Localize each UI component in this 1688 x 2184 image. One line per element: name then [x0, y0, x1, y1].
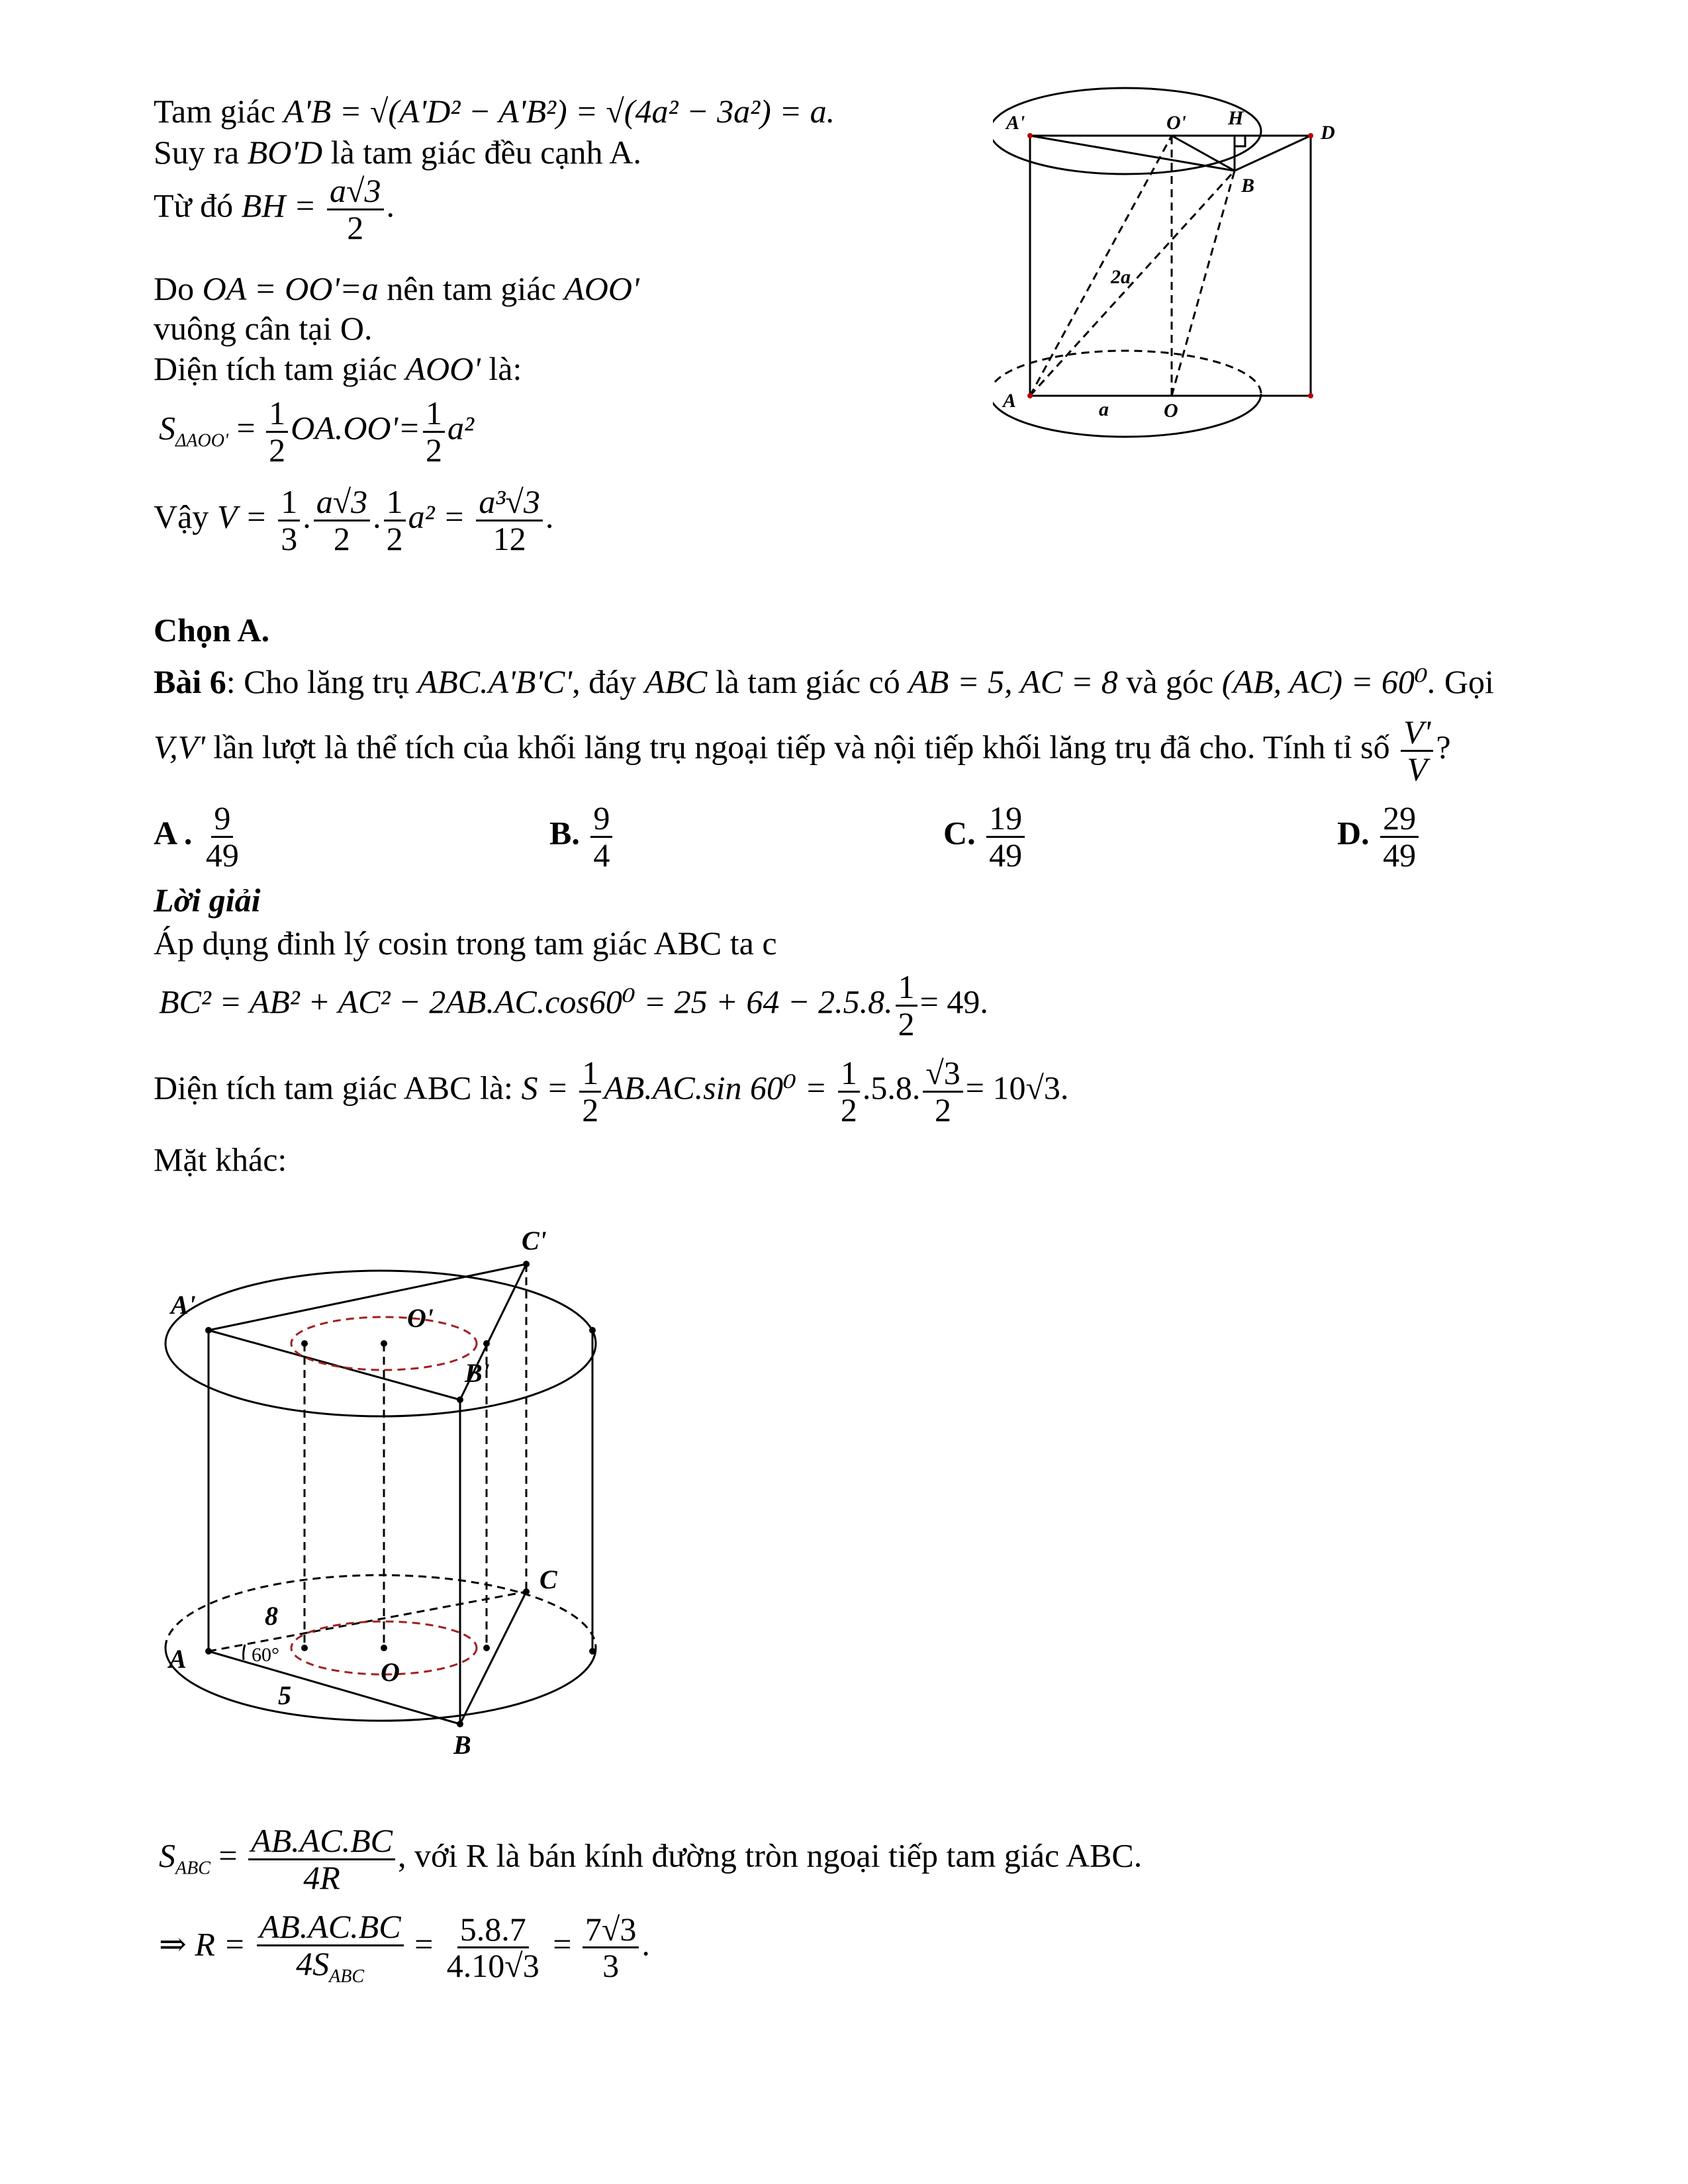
fig1-label-2a: 2a [1111, 266, 1131, 288]
la-label: là: [489, 350, 522, 387]
sabc-num: AB.AC.BC [248, 1823, 395, 1860]
r-end: . [641, 1925, 650, 1963]
bai6-text1c: là tam giác có [715, 663, 900, 700]
ratio-den: V [1407, 750, 1427, 788]
v-result [476, 484, 542, 556]
line-suy-ra [154, 132, 641, 172]
half-num-2: 1 [423, 396, 445, 433]
option-b[interactable] [549, 801, 615, 872]
tri-label: Tam giác [154, 93, 275, 130]
bai6-angle: (AB, AC) = 60⁰. [1221, 663, 1436, 700]
aoo-symbol: AOO' [564, 270, 639, 307]
r-frac-3 [583, 1912, 639, 1983]
v-f3-num: 1 [384, 484, 406, 522]
line-do [154, 269, 639, 308]
r-f3-den: 3 [602, 1947, 620, 1985]
fig2-label-A1: A' [171, 1290, 196, 1320]
area-frac-1 [579, 1056, 601, 1127]
half-den-2: 2 [425, 431, 442, 469]
fig2-label-B: B [453, 1730, 471, 1760]
area-end: = 10√3. [965, 1069, 1069, 1107]
bai6-prism: ABC.A'B'C' [417, 663, 573, 700]
r-f3-num: 7√3 [583, 1912, 639, 1949]
r-f1-den-main: 4S [296, 1944, 330, 1982]
option-a[interactable] [154, 801, 244, 872]
fig2-label-8: 8 [265, 1601, 278, 1631]
fig1-right-angle [1235, 136, 1245, 146]
fig2-label-A: A [169, 1644, 187, 1674]
bai6-cond: AB = 5, AC = 8 [908, 663, 1118, 700]
r-eq: = [414, 1925, 434, 1963]
line-tam-giac [154, 91, 835, 131]
solution-sabc [159, 1823, 1142, 1895]
sabc-lhs: S [159, 1837, 175, 1874]
area-f3-num: √3 [923, 1056, 962, 1093]
fig2-label-O: O [381, 1657, 400, 1687]
r-lhs: ⇒ R = [159, 1925, 246, 1963]
area-mid2: .5.8. [862, 1069, 921, 1107]
fig2-label-60: 60° [252, 1644, 279, 1666]
fig2-A1C1 [209, 1264, 526, 1330]
fig1-bottom-front [993, 394, 1261, 437]
area-frac-3 [923, 1056, 962, 1127]
aoo-symbol-2: AOO' [405, 350, 481, 387]
line-vuong-can [154, 308, 372, 348]
solution-r [159, 1909, 650, 1986]
s-mid: OA.OO'= [291, 409, 420, 447]
v-res-num: a³√3 [476, 484, 542, 522]
half-num-1: 1 [266, 396, 288, 433]
bai6-abc: ABC [644, 663, 708, 700]
r-frac-1 [257, 1909, 404, 1986]
option-c-num: 19 [986, 801, 1025, 838]
bai6-text1d: và góc [1126, 663, 1214, 700]
option-c-frac [986, 801, 1025, 872]
bh-den: 2 [347, 208, 364, 246]
r-f2-num: 5.8.7 [457, 1912, 529, 1949]
area-f2-den: 2 [840, 1091, 857, 1128]
solution-line1: Áp dụng đinh lý cosin trong tam giác ABC ta c [154, 925, 777, 962]
fig2-AB [209, 1651, 460, 1724]
mat-khac: Mặt khác: [154, 1141, 287, 1178]
v-f2-num: a√3 [314, 484, 370, 522]
area-frac-2 [838, 1056, 860, 1127]
bh-lhs: BH = [241, 187, 316, 224]
option-a-den: 49 [205, 836, 239, 874]
r-frac-2 [444, 1912, 542, 1983]
s-lhs: S [159, 409, 175, 447]
line-vay: Vậy V = $\frac{1}{3}$ . $\frac{a√3}{2}$ . $\frac{1}{2}$ a² = $\frac{\text{a³√3}}{12}$ . [154, 483, 554, 557]
option-b-num: 9 [590, 801, 612, 838]
fig1-label-A: A [1003, 390, 1017, 412]
area-mid: AB.AC.sin 60⁰ = [604, 1069, 827, 1107]
area-f3-den: 2 [935, 1091, 952, 1128]
bc-f-den: 2 [898, 1005, 915, 1042]
sabc-frac [248, 1823, 395, 1895]
bc-end: = 49. [919, 983, 988, 1021]
line-tu-do: Từ đó BH = $\frac{a√3}{2}$ . [154, 172, 395, 246]
fig1-label-O: O [1164, 400, 1178, 422]
bod-symbol: BO'D [247, 134, 323, 171]
bh-fraction [327, 173, 383, 245]
option-d-label: D. [1337, 814, 1370, 852]
suy-ra-label: Suy ra [154, 134, 240, 171]
option-d-frac [1380, 801, 1419, 872]
bh-num: a√3 [327, 173, 383, 210]
option-a-num: 9 [211, 801, 233, 838]
bc-f-num: 1 [896, 970, 917, 1007]
area-label: Diện tích tam giác ABC là: [154, 1069, 513, 1107]
bai6-vv: V,V' [154, 728, 205, 766]
v-frac-1 [278, 484, 300, 556]
sabc-den: 4R [303, 1858, 340, 1896]
v-f1-num: 1 [278, 484, 300, 522]
figure-cylinder-1 [993, 79, 1364, 450]
bc-lhs: BC² = AB² + AC² − 2AB.AC.cos60⁰ = 25 + 64 − 2.5.8. [159, 983, 893, 1021]
bai6-text1e: Gọi [1444, 663, 1494, 700]
line-dien-tich [154, 349, 522, 388]
area-f1-num: 1 [579, 1056, 601, 1093]
v-frac-2 [314, 484, 370, 556]
option-a-label: A . [154, 814, 193, 852]
do-rest: nên tam giác [387, 270, 556, 307]
sabc-text: , với R là bán kính đường tròn ngoại tiếp tam giác ABC. [397, 1837, 1143, 1874]
fig2-angle-arc [244, 1645, 245, 1660]
fig1-label-O1: O' [1166, 112, 1186, 134]
r-f1-den-sub: ABC [329, 1966, 365, 1987]
bai6-text1b: , đáy [572, 663, 637, 700]
fig1-A-O1 [1030, 136, 1172, 396]
figure-cylinder-2 [159, 1218, 635, 1760]
fig1-label-A1: A' [1006, 112, 1025, 134]
v-f2-den: 2 [333, 520, 350, 557]
area-f2-num: 1 [838, 1056, 860, 1093]
suy-ra-rest: là tam giác đều cạnh A. [330, 134, 641, 171]
sabc-sub: ABC [175, 1858, 211, 1879]
ratio-num: V' [1401, 715, 1433, 752]
fig2-bottom-back [165, 1575, 596, 1648]
fig2-label-B1: B' [465, 1358, 490, 1388]
v-frac-3 [384, 484, 406, 556]
option-a-frac [203, 801, 242, 872]
bai6-title: Bài 6 [154, 663, 226, 700]
s-half-1 [266, 396, 288, 467]
fig2-label-C1: C' [522, 1226, 547, 1255]
option-c-label: C. [943, 814, 976, 852]
solution-area [154, 1056, 1068, 1127]
r-f1-num: AB.AC.BC [257, 1909, 404, 1946]
v-lhs: V = [216, 498, 267, 535]
dien-tich-label: Diện tích tam giác [154, 350, 397, 387]
s-half-2 [423, 396, 445, 467]
fig1-top-ellipse [993, 88, 1261, 174]
s-end: a² [447, 409, 474, 447]
bai6-text1a: : Cho lăng trụ [226, 663, 410, 700]
r-f1-den [293, 1946, 367, 1986]
option-d-num: 29 [1380, 801, 1419, 838]
option-d[interactable] [1337, 801, 1421, 872]
area-lhs: S = [521, 1069, 569, 1107]
fig1-label-H: H [1228, 107, 1244, 129]
s-sub: ΔAOO' [175, 430, 228, 451]
chon-a: Chọn A. [154, 612, 270, 649]
half-den-1: 2 [269, 431, 286, 469]
bai6-line2 [154, 715, 1451, 786]
bai6-line1 [154, 662, 1494, 702]
solution-bc [159, 970, 988, 1041]
bai6-text2: lần lượt là thể tích của khối lăng trụ ngoại tiếp và nội tiếp khối lăng trụ đã cho. Tính tỉ số [213, 728, 1390, 766]
do-label: Do [154, 270, 195, 307]
v-a2: a² = [408, 498, 465, 535]
sabc-eq: = [218, 1837, 238, 1874]
option-b-frac [590, 801, 612, 872]
fig2-label-C: C [539, 1565, 557, 1594]
s-eq: = [236, 409, 256, 447]
fig2-label-5: 5 [278, 1680, 291, 1710]
bc-frac [896, 970, 917, 1041]
bai6-ratio [1401, 715, 1433, 786]
r-eq2: = [553, 1925, 572, 1963]
tu-do-label: Từ đó [154, 187, 234, 224]
r-f2-den: 4.10√3 [446, 1947, 539, 1985]
tri-formula: A'B = √(A'D² − A'B²) = √(4a² − 3a²) = a. [283, 93, 835, 130]
solution-heading: Lời giải [154, 882, 261, 919]
line-s-aoo [159, 396, 474, 467]
fig1-A-B [1030, 171, 1235, 396]
fig1-label-a: a [1099, 398, 1109, 420]
option-b-den: 4 [593, 836, 610, 874]
v-f3-den: 2 [386, 520, 403, 557]
bai6-qmark: ? [1436, 728, 1451, 766]
fig2-label-O1: O' [407, 1303, 434, 1333]
option-c-den: 49 [989, 836, 1023, 874]
vay-label: Vậy [154, 498, 209, 535]
fig2-AC [209, 1592, 526, 1651]
fig1-label-B: B [1241, 175, 1255, 197]
v-res-den: 12 [492, 520, 526, 557]
v-f1-den: 3 [281, 520, 298, 557]
option-d-den: 49 [1383, 836, 1417, 874]
option-c[interactable] [943, 801, 1027, 872]
fig1-label-D: D [1321, 122, 1335, 144]
area-f1-den: 2 [582, 1091, 599, 1128]
option-b-label: B. [549, 814, 580, 852]
do-formula: OA = OO'=a [202, 270, 379, 307]
fig1-bottom-back [993, 351, 1261, 394]
vuong-can-text: vuông cân tại O. [154, 310, 373, 347]
